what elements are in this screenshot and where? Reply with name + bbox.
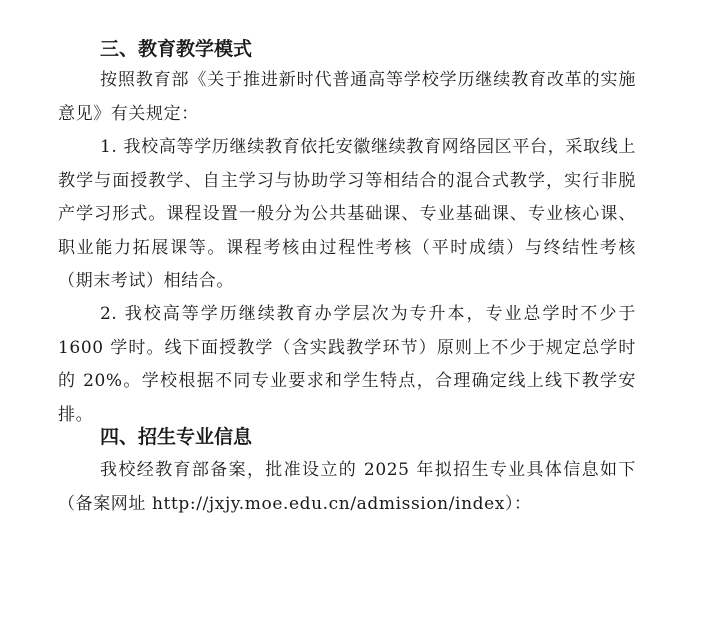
section-heading-admission-info: 四、招生专业信息 (100, 426, 253, 448)
paragraph-item-1: 1. 我校高等学历继续教育依托安徽继续教育网络园区平台，采取线上教学与面授教学、自主学习与协助学习等相结合的混合式教学，实行非脱产学习形式。课程设置一般分为公共基础课、专业基础课、专业核心课、职业能力拓展课等。课程考核由过程性考核（平时成绩）与终结性考核（期末考试）相结合。 (58, 137, 636, 291)
paragraph-item-2: 2. 我校高等学历继续教育办学层次为专升本，专业总学时不少于 1600 学时。线下面授教学（含实践教学环节）原则上不少于规定总学时的 20%。学校根据不同专业要求和学生特点，合理确定线上线下教学安排。 (58, 304, 636, 425)
section-heading-teaching-mode: 三、教育教学模式 (100, 38, 253, 60)
paragraph-regulation-intro: 按照教育部《关于推进新时代普通高等学校学历继续教育改革的实施意见》有关规定： (58, 70, 636, 124)
paragraph-admission-intro: 我校经教育部备案，批准设立的 2025 年拟招生专业具体信息如下（备案网址 http://jxjy.moe.edu.cn/admission/index）： (58, 460, 636, 514)
